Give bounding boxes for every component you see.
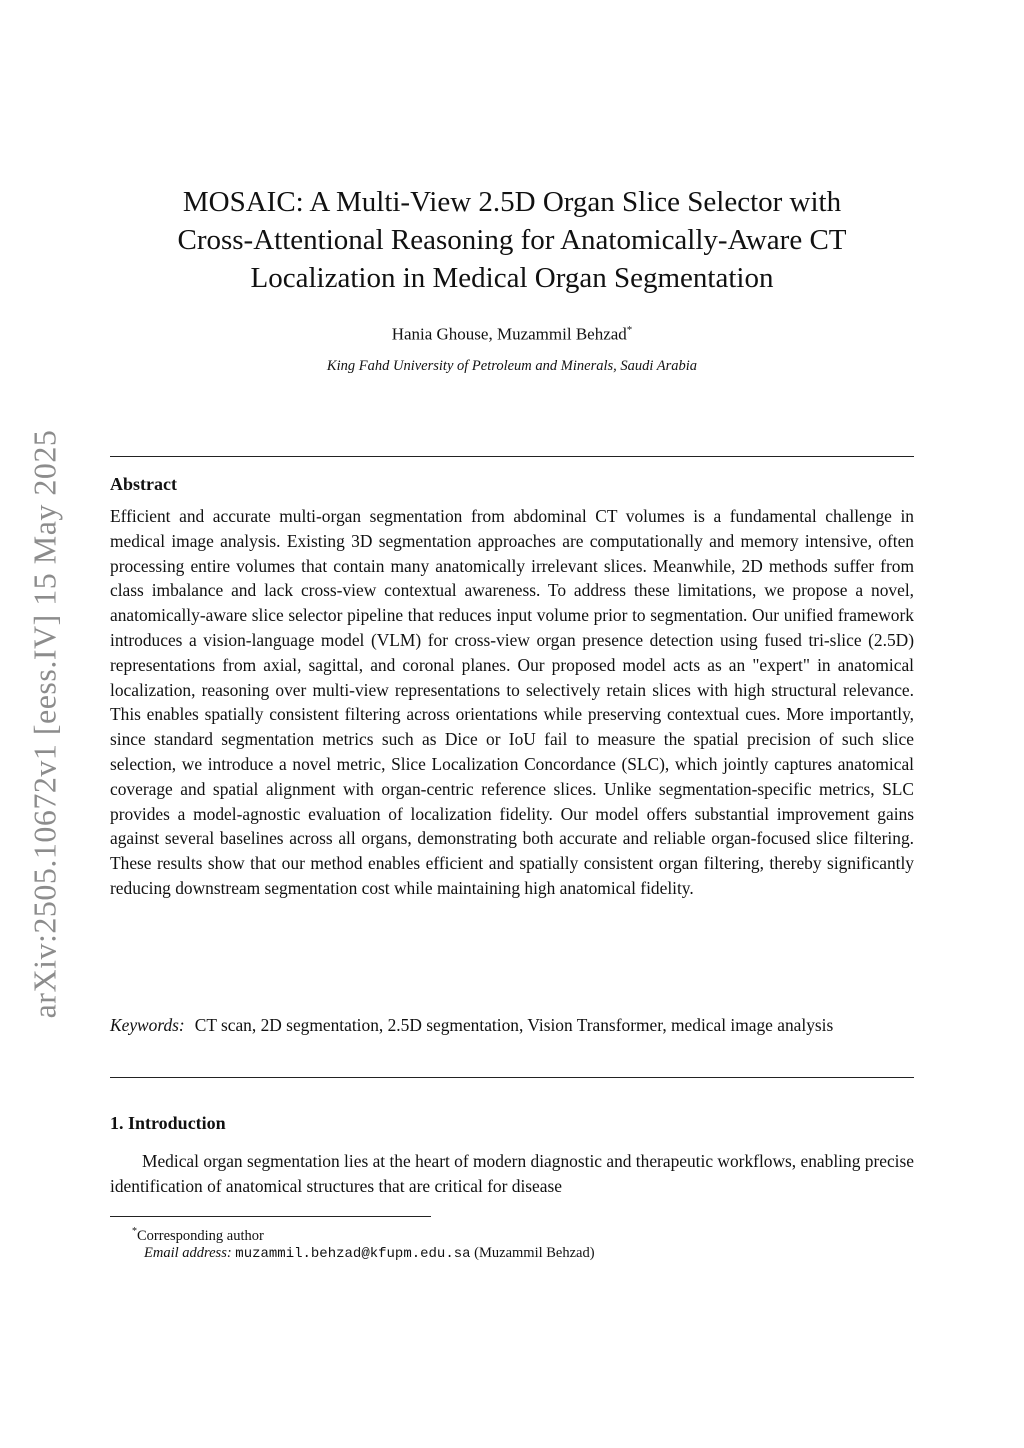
- title-line-3: Localization in Medical Organ Segmentation: [250, 262, 774, 294]
- footnote-email-label: Email address:: [144, 1245, 232, 1261]
- title-line-1: MOSAIC: A Multi-View 2.5D Organ Slice Selector with: [182, 186, 842, 218]
- author-list: [110, 324, 914, 345]
- paper-title: [100, 183, 924, 297]
- keywords-text: CT scan, 2D segmentation, 2.5D segmentation, Vision Transformer, medical image analysis: [194, 1015, 834, 1035]
- abstract-heading: Abstract: [110, 474, 177, 494]
- footnote-email-address[interactable]: muzammil.behzad@kfupm.edu.sa: [235, 1246, 471, 1262]
- abstract-text: Efficient and accurate multi-organ segmentation from abdominal CT volumes is a fundamental challenge in medical image analysis. Existing 3D segmentation approaches are computationally and memory intensive, often processing entire volumes that contain many anatomically irrelevant slices. Meanwhile, 2D methods suffer from class imbalance and lack cross-view contextual awareness. To address these limitations, we propose a novel, anatomically-aware slice selector pipeline that reduces input volume prior to segmentation. Our unified framework introduces a vision-language model (VLM) for cross-view organ presence detection using fused tri-slice (2.5D) representations from axial, sagittal, and coronal planes. Our proposed model acts as an "expert" in anatomical localization, reasoning over multi-view representations to selectively retain slices with high structural relevance. This enables spatially consistent filtering across orientations while preserving contextual cues. More importantly, since standard segmentation metrics such as Dice or IoU fail to measure the spatial precision of such slice selection, we introduce a novel metric, Slice Localization Concordance (SLC), which jointly captures anatomical coverage and spatial alignment with organ-centric reference slices. Unlike segmentation-specific metrics, SLC provides a model-agnostic evaluation of localization fidelity. Our model offers substantial improvement gains against several baselines across all organs, demonstrating both accurate and reliable organ-focused slice filtering. These results show that our method enables efficient and spatially consistent organ filtering, thereby significantly reducing downstream segmentation cost while maintaining high anatomical fidelity.: [110, 506, 914, 898]
- footnote-email-owner: (Muzammil Behzad): [474, 1245, 595, 1261]
- title-line-2: Cross-Attentional Reasoning for Anatomically-Aware CT: [177, 224, 847, 256]
- abstract-top-rule: [110, 456, 914, 457]
- introduction-text: Medical organ segmentation lies at the heart of modern diagnostic and therapeutic workflows, enabling precise identification of anatomical structures that are critical for disease: [110, 1151, 914, 1196]
- corresponding-author-mark: *: [626, 324, 633, 336]
- arxiv-identifier: arXiv:2505.10672v1 [eess.IV] 15 May 2025: [26, 429, 63, 1019]
- footnote-rule: [110, 1216, 431, 1217]
- author-names: Hania Ghouse, Muzammil Behzad: [391, 324, 627, 344]
- keywords-label: Keywords:: [110, 1015, 185, 1035]
- footnote-mark: *: [132, 1226, 137, 1237]
- abstract-bottom-rule: [110, 1077, 914, 1078]
- footnote-corresponding-text: Corresponding author: [137, 1227, 264, 1244]
- keywords: [110, 1013, 914, 1038]
- section-heading-introduction: 1. Introduction: [110, 1113, 226, 1133]
- author-affiliation: King Fahd University of Petroleum and Minerals, Saudi Arabia: [326, 358, 698, 374]
- footnote-email: [144, 1243, 595, 1264]
